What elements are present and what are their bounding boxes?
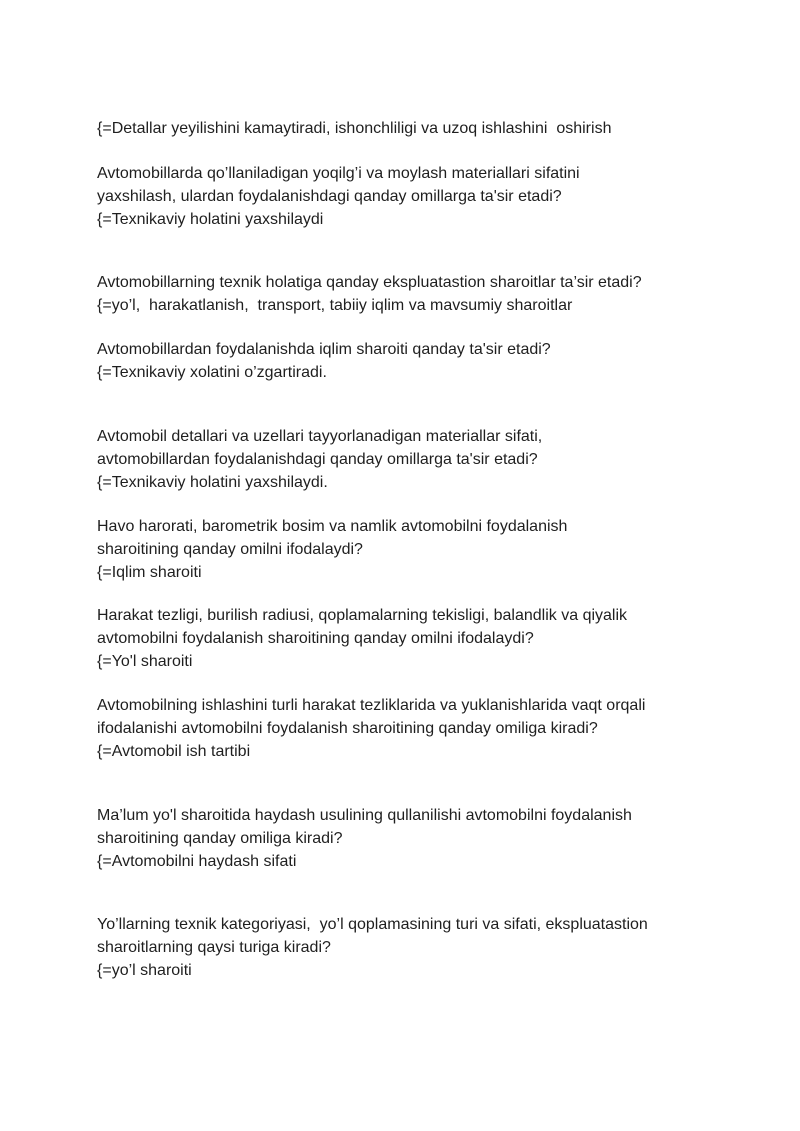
question-block (97, 804, 737, 873)
question-block (97, 271, 737, 317)
question-line: ifodalanishi avtomobilni foydalanish sharoitining qanday omiliga kiradi? (97, 720, 598, 737)
question-line: sharoitining qanday omilni ifodalaydi? (97, 541, 363, 558)
question-block (97, 425, 737, 494)
answer-line: {=Texnikaviy holatini yaxshilaydi (97, 211, 324, 228)
question-line: avtomobilni foydalanish sharoitining qanday omilni ifodalaydi? (97, 630, 534, 647)
question-line: Yo’llarning texnik kategoriyasi, yo’l qoplamasining turi va sifati, ekspluatastion (97, 916, 648, 933)
answer-line: {=Avtomobil ish tartibi (97, 743, 251, 760)
answer-line: {=Texnikaviy xolatini o’zgartiradi. (97, 364, 327, 381)
answer-line: {=Yo'l sharoiti (97, 653, 193, 670)
question-line: Havo harorati, barometrik bosim va namlik avtomobilni foydalanish (97, 518, 568, 535)
question-line: Avtomobillarning texnik holatiga qanday ekspluatastion sharoitlar ta’sir etadi? (97, 274, 642, 291)
question-line: Harakat tezligi, burilish radiusi, qoplamalarning tekisligi, balandlik va qiyalik (97, 607, 628, 624)
answer-line: {=Texnikaviy holatini yaxshilaydi. (97, 474, 328, 491)
answer-line: {=Detallar yeyilishini kamaytiradi, ishonchliligi va uzoq ishlashini oshirish (97, 120, 612, 137)
question-line: Avtomobillardan foydalanishda iqlim sharoiti qanday ta'sir etadi? (97, 341, 551, 358)
question-block (97, 604, 737, 673)
question-line: Ma’lum yo'l sharoitida haydash usulining qullanilishi avtomobilni foydalanish (97, 807, 632, 824)
question-line: Avtomobil detallari va uzellari tayyorlanadigan materiallar sifati, (97, 428, 543, 445)
question-block (97, 694, 737, 763)
question-line: sharoitlarning qaysi turiga kiradi? (97, 939, 331, 956)
question-block (97, 338, 737, 384)
answer-line: {=Avtomobilni haydash sifati (97, 853, 297, 870)
question-block (97, 913, 737, 982)
question-line: Avtomobillarda qo’llaniladigan yoqilg’i va moylash materiallari sifatini (97, 165, 580, 182)
question-block (97, 162, 737, 231)
answer-line: {=Iqlim sharoiti (97, 564, 202, 581)
answer-line: {=yo’l sharoiti (97, 962, 192, 979)
question-line: Avtomobilning ishlashini turli harakat tezliklarida va yuklanishlarida vaqt orqali (97, 697, 646, 714)
question-line: sharoitining qanday omiliga kiradi? (97, 830, 343, 847)
question-block (97, 515, 737, 584)
answer-line: {=yo’l, harakatlanish, transport, tabiiy iqlim va mavsumiy sharoitlar (97, 297, 573, 314)
question-line: avtomobillardan foydalanishdagi qanday omillarga ta'sir etadi? (97, 451, 538, 468)
question-line: yaxshilash, ulardan foydalanishdagi qanday omillarga ta'sir etadi? (97, 188, 562, 205)
answer-block (97, 117, 737, 140)
